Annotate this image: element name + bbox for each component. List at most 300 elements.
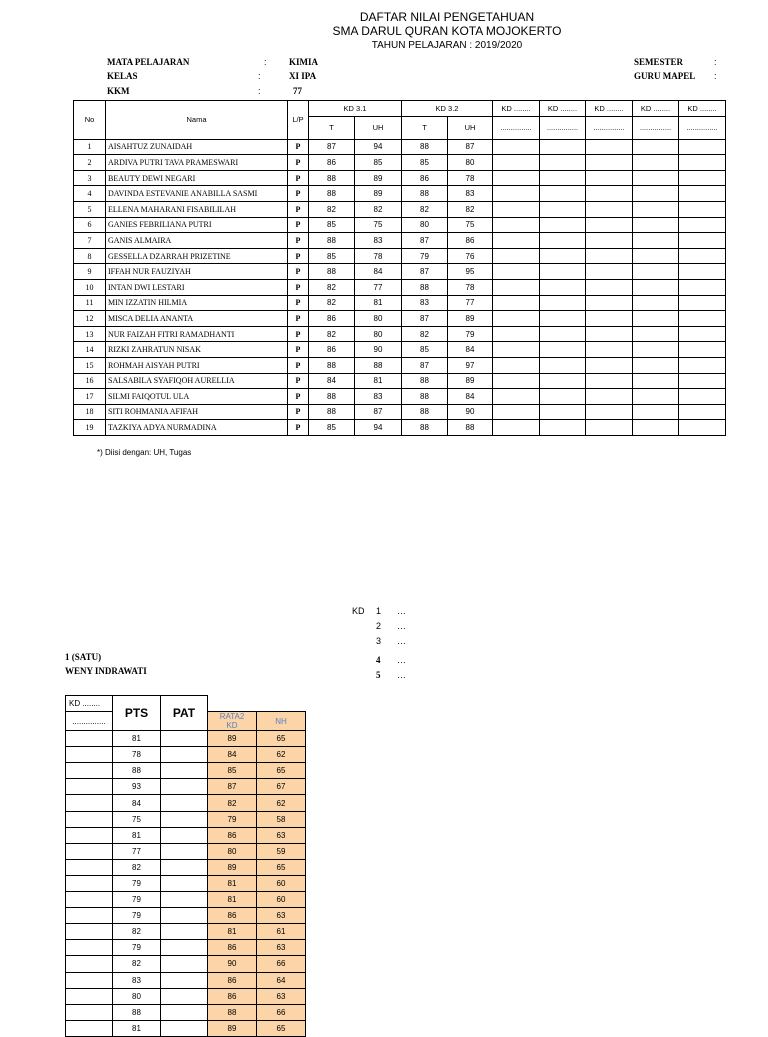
summary-header-pts: PTS <box>113 696 161 731</box>
row-empty-cell <box>633 326 679 342</box>
row-empty-cell <box>586 404 633 420</box>
summary-row <box>66 827 306 843</box>
table-row <box>74 357 726 373</box>
summary-nh: 66 <box>257 956 306 972</box>
row-empty-cell <box>493 279 540 295</box>
row-lp: P <box>288 311 309 327</box>
summary-row <box>66 892 306 908</box>
row-kd31-uh: 94 <box>355 139 402 155</box>
row-no: 19 <box>74 420 106 436</box>
kkm-value: 77 <box>293 86 302 96</box>
summary-pts: 93 <box>113 779 161 795</box>
row-empty-cell <box>586 373 633 389</box>
summary-pts: 82 <box>113 924 161 940</box>
summary-kd-cell <box>66 1004 113 1020</box>
row-lp: P <box>288 279 309 295</box>
summary-rata2: 81 <box>208 875 257 891</box>
kd-list-item <box>376 604 406 619</box>
mapel-colon: : <box>264 57 267 67</box>
row-lp: P <box>288 139 309 155</box>
row-kd31-uh: 77 <box>355 279 402 295</box>
row-empty-cell <box>493 326 540 342</box>
row-lp: P <box>288 326 309 342</box>
row-kd32-t: 87 <box>402 311 448 327</box>
row-no: 10 <box>74 279 106 295</box>
row-lp: P <box>288 264 309 280</box>
row-kd31-t: 85 <box>309 420 355 436</box>
row-no: 6 <box>74 217 106 233</box>
row-nama: GANIES FEBRILIANA PUTRI <box>106 217 288 233</box>
header-dots: ............... <box>493 116 540 139</box>
summary-nh: 63 <box>257 988 306 1004</box>
school-name: SMA DARUL QURAN KOTA MOJOKERTO <box>332 24 562 38</box>
summary-pat <box>161 747 208 763</box>
summary-pat <box>161 1004 208 1020</box>
row-kd31-t: 87 <box>309 139 355 155</box>
summary-pts: 78 <box>113 747 161 763</box>
kd-list-num: 3 <box>376 636 382 646</box>
row-kd31-uh: 89 <box>355 186 402 202</box>
row-kd31-uh: 88 <box>355 357 402 373</box>
summary-rata2: 79 <box>208 811 257 827</box>
row-empty-cell <box>493 170 540 186</box>
row-kd31-t: 88 <box>309 357 355 373</box>
row-empty-cell <box>679 155 726 171</box>
rata2-kd-label: KD <box>226 721 238 731</box>
row-empty-cell <box>633 264 679 280</box>
row-empty-cell <box>586 279 633 295</box>
kelas-value: XI IPA <box>289 71 317 81</box>
summary-pts: 84 <box>113 795 161 811</box>
row-empty-cell <box>493 217 540 233</box>
header-kd-blank: KD ........ <box>586 101 633 117</box>
row-kd32-uh: 77 <box>448 295 493 311</box>
row-empty-cell <box>540 326 586 342</box>
row-nama: ELLENA MAHARANI FISABILILAH <box>106 201 288 217</box>
row-empty-cell <box>540 233 586 249</box>
row-empty-cell <box>586 233 633 249</box>
row-empty-cell <box>493 139 540 155</box>
summary-pat <box>161 859 208 875</box>
summary-row <box>66 731 306 747</box>
row-empty-cell <box>493 233 540 249</box>
summary-header-kd: KD ........ <box>66 696 113 712</box>
row-kd31-uh: 84 <box>355 264 402 280</box>
row-kd31-t: 88 <box>309 170 355 186</box>
row-empty-cell <box>586 311 633 327</box>
header-lp: L/P <box>288 101 309 140</box>
header-t: T <box>402 116 448 139</box>
summary-pts: 88 <box>113 1004 161 1020</box>
summary-row <box>66 859 306 875</box>
row-empty-cell <box>586 248 633 264</box>
row-empty-cell <box>586 342 633 358</box>
row-lp: P <box>288 186 309 202</box>
header-kd-blank: KD ........ <box>679 101 726 117</box>
footnote: *) Diisi dengan: UH, Tugas <box>97 448 192 457</box>
row-empty-cell <box>679 326 726 342</box>
row-kd31-uh: 85 <box>355 155 402 171</box>
row-kd31-t: 86 <box>309 311 355 327</box>
header-t: T <box>309 116 355 139</box>
summary-pat <box>161 827 208 843</box>
row-kd31-uh: 90 <box>355 342 402 358</box>
row-empty-cell <box>493 357 540 373</box>
summary-row <box>66 747 306 763</box>
summary-pat <box>161 843 208 859</box>
summary-pat <box>161 940 208 956</box>
row-empty-cell <box>586 186 633 202</box>
row-empty-cell <box>540 264 586 280</box>
row-empty-cell <box>586 295 633 311</box>
guru-value: WENY INDRAWATI <box>65 666 147 676</box>
row-nama: DAVINDA ESTEVANIE ANABILLA SASMI <box>106 186 288 202</box>
summary-nh: 66 <box>257 1004 306 1020</box>
row-nama: MIN IZZATIN HILMIA <box>106 295 288 311</box>
table-row <box>74 295 726 311</box>
summary-rata2: 89 <box>208 731 257 747</box>
summary-row <box>66 988 306 1004</box>
row-kd31-t: 88 <box>309 404 355 420</box>
row-empty-cell <box>633 373 679 389</box>
row-empty-cell <box>493 342 540 358</box>
summary-kd-cell <box>66 731 113 747</box>
row-kd32-uh: 89 <box>448 311 493 327</box>
row-nama: GANIS ALMAIRA <box>106 233 288 249</box>
summary-pts: 88 <box>113 763 161 779</box>
row-kd31-t: 88 <box>309 186 355 202</box>
row-no: 5 <box>74 201 106 217</box>
row-kd32-uh: 84 <box>448 389 493 405</box>
row-empty-cell <box>586 139 633 155</box>
row-kd31-uh: 89 <box>355 170 402 186</box>
summary-nh: 63 <box>257 827 306 843</box>
row-lp: P <box>288 233 309 249</box>
summary-kd-cell <box>66 924 113 940</box>
kelas-colon: : <box>258 71 261 81</box>
summary-pts: 79 <box>113 892 161 908</box>
row-kd32-t: 88 <box>402 186 448 202</box>
summary-pts: 77 <box>113 843 161 859</box>
summary-kd-cell <box>66 956 113 972</box>
row-empty-cell <box>540 201 586 217</box>
summary-kd-cell <box>66 892 113 908</box>
row-no: 11 <box>74 295 106 311</box>
row-empty-cell <box>679 311 726 327</box>
kd-list-dots: … <box>397 670 406 680</box>
row-empty-cell <box>493 373 540 389</box>
summary-pat <box>161 763 208 779</box>
table-row <box>74 311 726 327</box>
summary-kd-cell <box>66 859 113 875</box>
row-kd32-t: 88 <box>402 420 448 436</box>
summary-kd-cell <box>66 988 113 1004</box>
summary-nh: 67 <box>257 779 306 795</box>
kkm-label: KKM <box>107 86 130 96</box>
row-nama: RIZKI ZAHRATUN NISAK <box>106 342 288 358</box>
summary-pts: 81 <box>113 1020 161 1036</box>
row-kd32-uh: 89 <box>448 373 493 389</box>
kd-list-dots: … <box>397 636 406 646</box>
row-kd32-t: 88 <box>402 139 448 155</box>
summary-row <box>66 843 306 859</box>
summary-kd-cell <box>66 875 113 891</box>
row-kd32-t: 88 <box>402 389 448 405</box>
row-no: 12 <box>74 311 106 327</box>
row-lp: P <box>288 373 309 389</box>
row-empty-cell <box>679 170 726 186</box>
row-lp: P <box>288 295 309 311</box>
header-kd-blank: KD ........ <box>633 101 679 117</box>
summary-rata2: 86 <box>208 908 257 924</box>
row-empty-cell <box>633 201 679 217</box>
row-empty-cell <box>679 342 726 358</box>
row-nama: GESSELLA DZARRAH PRIZETINE <box>106 248 288 264</box>
row-empty-cell <box>633 311 679 327</box>
row-kd32-t: 87 <box>402 264 448 280</box>
summary-nh: 60 <box>257 875 306 891</box>
row-nama: SALSABILA SYAFIQOH AURELLIA <box>106 373 288 389</box>
summary-rata2: 80 <box>208 843 257 859</box>
table-row <box>74 248 726 264</box>
summary-pat <box>161 731 208 747</box>
table-row <box>74 155 726 171</box>
row-nama: IFFAH NUR FAUZIYAH <box>106 264 288 280</box>
row-empty-cell <box>540 389 586 405</box>
row-lp: P <box>288 155 309 171</box>
row-kd32-uh: 78 <box>448 279 493 295</box>
row-empty-cell <box>586 357 633 373</box>
row-lp: P <box>288 170 309 186</box>
summary-header-row-1 <box>66 696 306 712</box>
row-kd31-t: 88 <box>309 233 355 249</box>
row-empty-cell <box>679 186 726 202</box>
row-nama: ARDIVA PUTRI TAVA PRAMESWARI <box>106 155 288 171</box>
row-lp: P <box>288 404 309 420</box>
row-kd31-uh: 94 <box>355 420 402 436</box>
doc-title: DAFTAR NILAI PENGETAHUAN <box>359 10 535 24</box>
row-kd31-uh: 82 <box>355 201 402 217</box>
summary-pat <box>161 956 208 972</box>
row-empty-cell <box>493 201 540 217</box>
row-lp: P <box>288 217 309 233</box>
row-nama: MISCA DELIA ANANTA <box>106 311 288 327</box>
summary-nh: 63 <box>257 940 306 956</box>
row-empty-cell <box>679 373 726 389</box>
table-row <box>74 264 726 280</box>
row-empty-cell <box>493 311 540 327</box>
row-no: 15 <box>74 357 106 373</box>
row-empty-cell <box>679 233 726 249</box>
guru-colon: : <box>714 71 717 81</box>
summary-table <box>65 695 306 1037</box>
summary-kd-cell <box>66 972 113 988</box>
row-empty-cell <box>633 357 679 373</box>
summary-rata2: 84 <box>208 747 257 763</box>
row-lp: P <box>288 248 309 264</box>
row-empty-cell <box>633 420 679 436</box>
row-no: 3 <box>74 170 106 186</box>
guru-label: GURU MAPEL <box>634 71 696 81</box>
semester-value: 1 (SATU) <box>65 652 102 662</box>
summary-kd-cell <box>66 763 113 779</box>
row-kd31-uh: 87 <box>355 404 402 420</box>
row-empty-cell <box>679 217 726 233</box>
row-kd32-uh: 83 <box>448 186 493 202</box>
kd-list-num: 5 <box>376 670 381 680</box>
row-lp: P <box>288 342 309 358</box>
table-row <box>74 217 726 233</box>
row-empty-cell <box>633 155 679 171</box>
row-empty-cell <box>586 420 633 436</box>
summary-header-dots: ............... <box>66 712 113 731</box>
row-empty-cell <box>633 404 679 420</box>
row-empty-cell <box>540 357 586 373</box>
row-lp: P <box>288 357 309 373</box>
row-nama: ROHMAH AISYAH PUTRI <box>106 357 288 373</box>
summary-pts: 81 <box>113 827 161 843</box>
row-empty-cell <box>586 170 633 186</box>
header-dots: ............... <box>679 116 726 139</box>
row-empty-cell <box>679 201 726 217</box>
row-empty-cell <box>540 155 586 171</box>
table-row <box>74 326 726 342</box>
row-kd31-uh: 78 <box>355 248 402 264</box>
summary-row <box>66 763 306 779</box>
kd-list <box>376 604 406 683</box>
summary-nh: 62 <box>257 747 306 763</box>
row-empty-cell <box>493 389 540 405</box>
table-row <box>74 389 726 405</box>
row-kd32-t: 83 <box>402 295 448 311</box>
row-empty-cell <box>586 201 633 217</box>
row-kd31-uh: 75 <box>355 217 402 233</box>
mapel-label: MATA PELAJARAN <box>107 57 190 67</box>
header-dots: ............... <box>586 116 633 139</box>
table-row <box>74 404 726 420</box>
table-row <box>74 342 726 358</box>
summary-rata2: 90 <box>208 956 257 972</box>
kd-list-num: 4 <box>376 655 381 665</box>
row-kd31-uh: 80 <box>355 311 402 327</box>
row-nama: AISAHTUZ ZUNAIDAH <box>106 139 288 155</box>
kelas-label: KELAS <box>107 71 138 81</box>
table-row <box>74 186 726 202</box>
summary-nh: 65 <box>257 763 306 779</box>
row-lp: P <box>288 389 309 405</box>
row-nama: SITI ROHMANIA AFIFAH <box>106 404 288 420</box>
summary-pat <box>161 795 208 811</box>
summary-pat <box>161 811 208 827</box>
row-kd31-t: 85 <box>309 248 355 264</box>
kd-list-dots: … <box>397 655 406 665</box>
row-empty-cell <box>633 389 679 405</box>
header-uh: UH <box>448 116 493 139</box>
summary-kd-cell <box>66 795 113 811</box>
summary-pts: 79 <box>113 875 161 891</box>
row-empty-cell <box>633 342 679 358</box>
row-kd31-uh: 80 <box>355 326 402 342</box>
summary-kd-cell <box>66 843 113 859</box>
kkm-colon: : <box>258 86 261 96</box>
summary-row <box>66 875 306 891</box>
header-kd-blank: KD ........ <box>540 101 586 117</box>
summary-pat <box>161 988 208 1004</box>
row-no: 2 <box>74 155 106 171</box>
table-row <box>74 373 726 389</box>
row-lp: P <box>288 201 309 217</box>
row-empty-cell <box>493 248 540 264</box>
kd-list-item <box>376 653 406 668</box>
row-empty-cell <box>540 311 586 327</box>
row-no: 4 <box>74 186 106 202</box>
summary-rata2: 81 <box>208 924 257 940</box>
row-empty-cell <box>493 420 540 436</box>
row-kd31-t: 88 <box>309 264 355 280</box>
row-kd32-t: 82 <box>402 201 448 217</box>
kd-list-dots: … <box>397 606 406 616</box>
row-empty-cell <box>586 217 633 233</box>
row-empty-cell <box>633 279 679 295</box>
summary-rata2: 85 <box>208 763 257 779</box>
row-kd32-uh: 82 <box>448 201 493 217</box>
summary-nh: 59 <box>257 843 306 859</box>
row-kd32-t: 88 <box>402 279 448 295</box>
row-no: 8 <box>74 248 106 264</box>
row-kd31-t: 82 <box>309 279 355 295</box>
summary-rata2: 86 <box>208 988 257 1004</box>
summary-nh: 61 <box>257 924 306 940</box>
summary-rata2: 86 <box>208 940 257 956</box>
row-kd32-t: 87 <box>402 233 448 249</box>
row-empty-cell <box>679 404 726 420</box>
row-empty-cell <box>679 279 726 295</box>
table-row <box>74 279 726 295</box>
summary-row <box>66 924 306 940</box>
row-kd32-t: 85 <box>402 342 448 358</box>
header-kd-blank: KD ........ <box>493 101 540 117</box>
row-empty-cell <box>633 217 679 233</box>
row-empty-cell <box>633 186 679 202</box>
summary-nh: 58 <box>257 811 306 827</box>
row-no: 16 <box>74 373 106 389</box>
row-empty-cell <box>679 295 726 311</box>
row-empty-cell <box>679 420 726 436</box>
summary-pts: 80 <box>113 988 161 1004</box>
row-empty-cell <box>679 264 726 280</box>
row-nama: INTAN DWI LESTARI <box>106 279 288 295</box>
row-kd31-t: 85 <box>309 217 355 233</box>
header-dots: ............... <box>633 116 679 139</box>
row-kd31-t: 82 <box>309 295 355 311</box>
summary-pts: 75 <box>113 811 161 827</box>
grades-table <box>73 100 726 436</box>
rata2-label: RATA2 <box>219 712 245 722</box>
row-empty-cell <box>633 295 679 311</box>
row-empty-cell <box>679 139 726 155</box>
row-empty-cell <box>493 186 540 202</box>
row-kd32-t: 79 <box>402 248 448 264</box>
row-kd31-t: 82 <box>309 326 355 342</box>
summary-kd-cell <box>66 779 113 795</box>
row-no: 7 <box>74 233 106 249</box>
summary-kd-cell <box>66 1020 113 1036</box>
semester-colon: : <box>714 57 717 67</box>
summary-rata2: 81 <box>208 892 257 908</box>
row-kd32-uh: 95 <box>448 264 493 280</box>
row-empty-cell <box>633 248 679 264</box>
row-empty-cell <box>493 404 540 420</box>
